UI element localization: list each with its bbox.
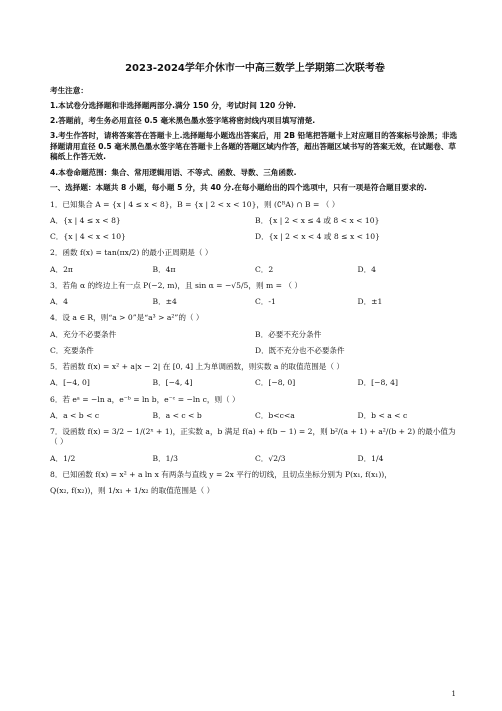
q4-option-d: D．既不充分也不必要条件	[255, 345, 345, 355]
question-7-options	[50, 454, 460, 464]
q4-option-b: B．必要不充分条件	[255, 329, 322, 339]
exam-title: 2023-2024学年介休市一中高三数学上学期第二次联考卷	[125, 63, 385, 74]
q1-option-b: B．{x | 2 < x ≤ 4 或 8 < x < 10}	[255, 215, 380, 225]
q3-option-c: C．-1	[255, 297, 276, 306]
page-number: 1	[451, 689, 456, 698]
question-5-stem: 5．若函数 f(x) = x² + a|x − 2| 在 [0, 4] 上为单调函数，则实数 a 的取值范围是（ ）	[50, 362, 344, 371]
question-4-options	[50, 330, 460, 340]
question-3-stem: 3．若角 α 的终边上有一点 P(−2, m)，且 sin α = −√5/5，则 m = （ ）	[50, 280, 302, 290]
question-2-stem: 2．函数 f(x) = tan(πx/2) 的最小正周期是（ ）	[50, 248, 213, 258]
q4-option-a: A．充分不必要条件	[50, 329, 117, 339]
notice-3: 3.考生作答时，请将答案答在答题卡上.选择题每小题选出答案后，用 2B 铅笔把答题卡上对应题目的答案标号涂黑；非选择题请用直径 0.5 毫米黑色墨水签字笔在答题卡上各题的答题区域内作答，超出答题区域书写的答案无效，在试题卷、草稿纸上作答无效.	[50, 131, 458, 161]
q2-option-b: B．4π	[152, 264, 176, 274]
q2-option-a: A．2π	[50, 264, 73, 274]
q1-option-a: A．{x | 4 ≤ x < 8}	[50, 215, 121, 225]
notice-2: 2.答题前，考生务必用直径 0.5 毫米黑色墨水签字笔将密封线内项目填写清楚.	[50, 116, 316, 125]
q6-option-d: D．b < a < c	[357, 410, 408, 420]
question-6-options	[50, 411, 460, 421]
question-4-options-2	[50, 346, 460, 356]
question-1-options-2	[50, 232, 460, 242]
q6-option-c: C．b<c<a	[255, 410, 295, 420]
question-2-options	[50, 265, 460, 275]
q3-option-d: D．±1	[357, 297, 383, 306]
question-7-stem: 7．设函数 f(x) = 3/2 − 1/(2ˣ + 1)，正实数 a，b 满足 f(a) + f(b − 1) = 2，则 b²/(a + 1) + a²/(b + 2) 的最小值为（ ）	[50, 427, 456, 447]
question-4-stem: 4．设 a ∈ R，则“a > 0”是“a³ > a²”的（ ）	[50, 313, 204, 323]
q5-option-a: A．[−4, 0]	[50, 378, 90, 388]
q7-option-c: C．√2/3	[255, 453, 286, 463]
q5-option-d: D．[−8, 4]	[357, 378, 398, 388]
question-8-stem-continued: Q(x₂, f(x₂))，则 1/x₁ + 1/x₂ 的取值范围是（ ）	[50, 486, 215, 495]
question-3-options	[50, 297, 460, 307]
q5-option-b: B．[−4, 4]	[152, 378, 193, 388]
question-1-options	[50, 216, 460, 226]
q7-option-b: B．1/3	[152, 453, 178, 463]
q4-option-c: C．充要条件	[50, 345, 94, 355]
q6-option-a: A．a < b < c	[50, 410, 100, 420]
question-1-stem: 1．已知集合 A = {x | 4 ≤ x < 8}，B = {x | 2 < x < 10}，则 (∁ᴿA) ∩ B = （ ）	[50, 199, 340, 209]
notice-4: 4.本卷命题范围：集合、常用逻辑用语、不等式、函数、导数、三角函数.	[50, 168, 297, 177]
q5-option-c: C．[−8, 0]	[255, 378, 296, 388]
question-8-stem: 8．已知函数 f(x) = x² + a ln x 有两条与直线 y = 2x 平行的切线，且切点坐标分别为 P(x₁, f(x₁))，	[50, 469, 392, 479]
q1-option-c: C．{x | 4 < x < 10}	[50, 232, 126, 241]
question-6-stem: 6．若 eᵃ = −ln a，e⁻ᵇ = ln b，e⁻ᶜ = −ln c，则（ ）	[50, 394, 240, 404]
q2-option-d: D．4	[357, 264, 377, 274]
q7-option-d: D．1/4	[357, 453, 384, 463]
q3-option-a: A．4	[50, 297, 68, 306]
notice-header: 考生注意：	[50, 85, 88, 95]
q7-option-a: A．1/2	[50, 453, 76, 463]
section-heading: 一、选择题：本题共 8 小题，每小题 5 分，共 40 分.在每小题给出的四个选项中，只有一项是符合题目要求的.	[50, 183, 427, 193]
question-5-options	[50, 378, 460, 388]
q3-option-b: B．±4	[152, 297, 177, 306]
notice-1: 1.本试卷分选择题和非选择题两部分.满分 150 分，考试时间 120 分钟.	[50, 100, 297, 110]
q1-option-d: D．{x | 2 < x < 4 或 8 ≤ x < 10}	[255, 232, 380, 241]
q2-option-c: C．2	[255, 264, 274, 274]
q6-option-b: B．a < c < b	[152, 410, 202, 420]
